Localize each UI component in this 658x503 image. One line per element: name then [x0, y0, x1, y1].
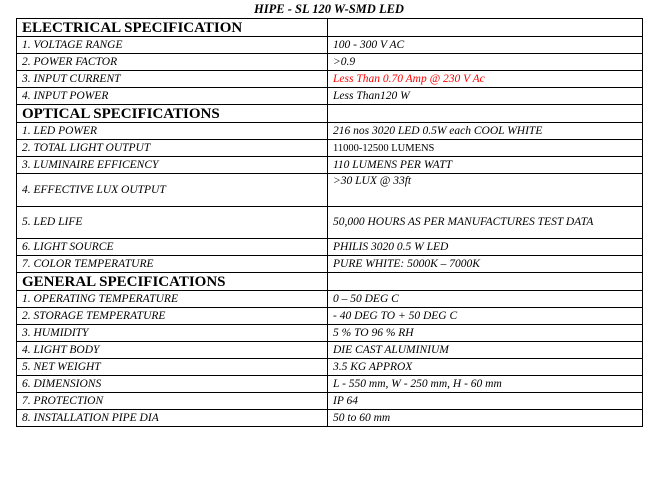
- spec-value: 11000-12500 LUMENS: [328, 140, 643, 157]
- section-header-general: [17, 273, 643, 291]
- table-row: [17, 157, 643, 174]
- table-row: [17, 88, 643, 105]
- spec-label: 1. OPERATING TEMPERATURE: [17, 291, 328, 308]
- table-row: [17, 239, 643, 256]
- table-row: [17, 291, 643, 308]
- spec-value: 3.5 KG APPROX: [328, 359, 643, 376]
- section-heading-empty: [328, 105, 643, 123]
- spec-table: [16, 18, 643, 427]
- table-row: [17, 410, 643, 427]
- section-header-electrical: [17, 19, 643, 37]
- spec-value: - 40 DEG TO + 50 DEG C: [328, 308, 643, 325]
- spec-label: 5. LED LIFE: [17, 207, 328, 239]
- spec-label: 4. LIGHT BODY: [17, 342, 328, 359]
- spec-label: 2. TOTAL LIGHT OUTPUT: [17, 140, 328, 157]
- spec-label: 3. LUMINAIRE EFFICENCY: [17, 157, 328, 174]
- spec-label: 4. EFFECTIVE LUX OUTPUT: [17, 174, 328, 207]
- table-row: [17, 54, 643, 71]
- table-row: [17, 359, 643, 376]
- spec-value: 50,000 HOURS AS PER MANUFACTURES TEST DATA: [328, 207, 643, 239]
- table-row: [17, 123, 643, 140]
- section-heading-empty: [328, 19, 643, 37]
- spec-label: 5. NET WEIGHT: [17, 359, 328, 376]
- table-row: [17, 393, 643, 410]
- spec-label: 7. COLOR TEMPERATURE: [17, 256, 328, 273]
- spec-value: 50 to 60 mm: [328, 410, 643, 427]
- spec-label: 7. PROTECTION: [17, 393, 328, 410]
- section-heading-empty: [328, 273, 643, 291]
- spec-value: >30 LUX @ 33ft: [328, 174, 643, 207]
- spec-value: 5 % TO 96 % RH: [328, 325, 643, 342]
- spec-value: DIE CAST ALUMINIUM: [328, 342, 643, 359]
- table-row: [17, 140, 643, 157]
- table-row: [17, 376, 643, 393]
- document-title: HIPE - SL 120 W-SMD LED: [254, 2, 404, 16]
- spec-label: 2. POWER FACTOR: [17, 54, 328, 71]
- spec-value: PURE WHITE: 5000K – 7000K: [328, 256, 643, 273]
- table-row: [17, 342, 643, 359]
- spec-label: 4. INPUT POWER: [17, 88, 328, 105]
- table-row: [17, 207, 643, 239]
- spec-value: 100 - 300 V AC: [328, 37, 643, 54]
- spec-label: 8. INSTALLATION PIPE DIA: [17, 410, 328, 427]
- spec-value: Less Than120 W: [328, 88, 643, 105]
- spec-value: PHILIS 3020 0.5 W LED: [328, 239, 643, 256]
- section-header-optical: [17, 105, 643, 123]
- section-heading: ELECTRICAL SPECIFICATION: [17, 19, 328, 37]
- section-heading: OPTICAL SPECIFICATIONS: [17, 105, 328, 123]
- spec-label: 1. LED POWER: [17, 123, 328, 140]
- section-heading: GENERAL SPECIFICATIONS: [17, 273, 328, 291]
- table-row: [17, 71, 643, 88]
- table-row: [17, 325, 643, 342]
- spec-value: >0.9: [328, 54, 643, 71]
- table-row: [17, 37, 643, 54]
- table-row: [17, 174, 643, 207]
- spec-value: 216 nos 3020 LED 0.5W each COOL WHITE: [328, 123, 643, 140]
- spec-label: 2. STORAGE TEMPERATURE: [17, 308, 328, 325]
- spec-label: 3. INPUT CURRENT: [17, 71, 328, 88]
- spec-value: 0 – 50 DEG C: [328, 291, 643, 308]
- spec-value-highlighted: Less Than 0.70 Amp @ 230 V Ac: [328, 71, 643, 88]
- spec-label: 3. HUMIDITY: [17, 325, 328, 342]
- spec-value: L - 550 mm, W - 250 mm, H - 60 mm: [328, 376, 643, 393]
- spec-value: IP 64: [328, 393, 643, 410]
- table-row: [17, 308, 643, 325]
- spec-label: 1. VOLTAGE RANGE: [17, 37, 328, 54]
- spec-label: 6. LIGHT SOURCE: [17, 239, 328, 256]
- spec-value: 110 LUMENS PER WATT: [328, 157, 643, 174]
- table-row: [17, 256, 643, 273]
- spec-label: 6. DIMENSIONS: [17, 376, 328, 393]
